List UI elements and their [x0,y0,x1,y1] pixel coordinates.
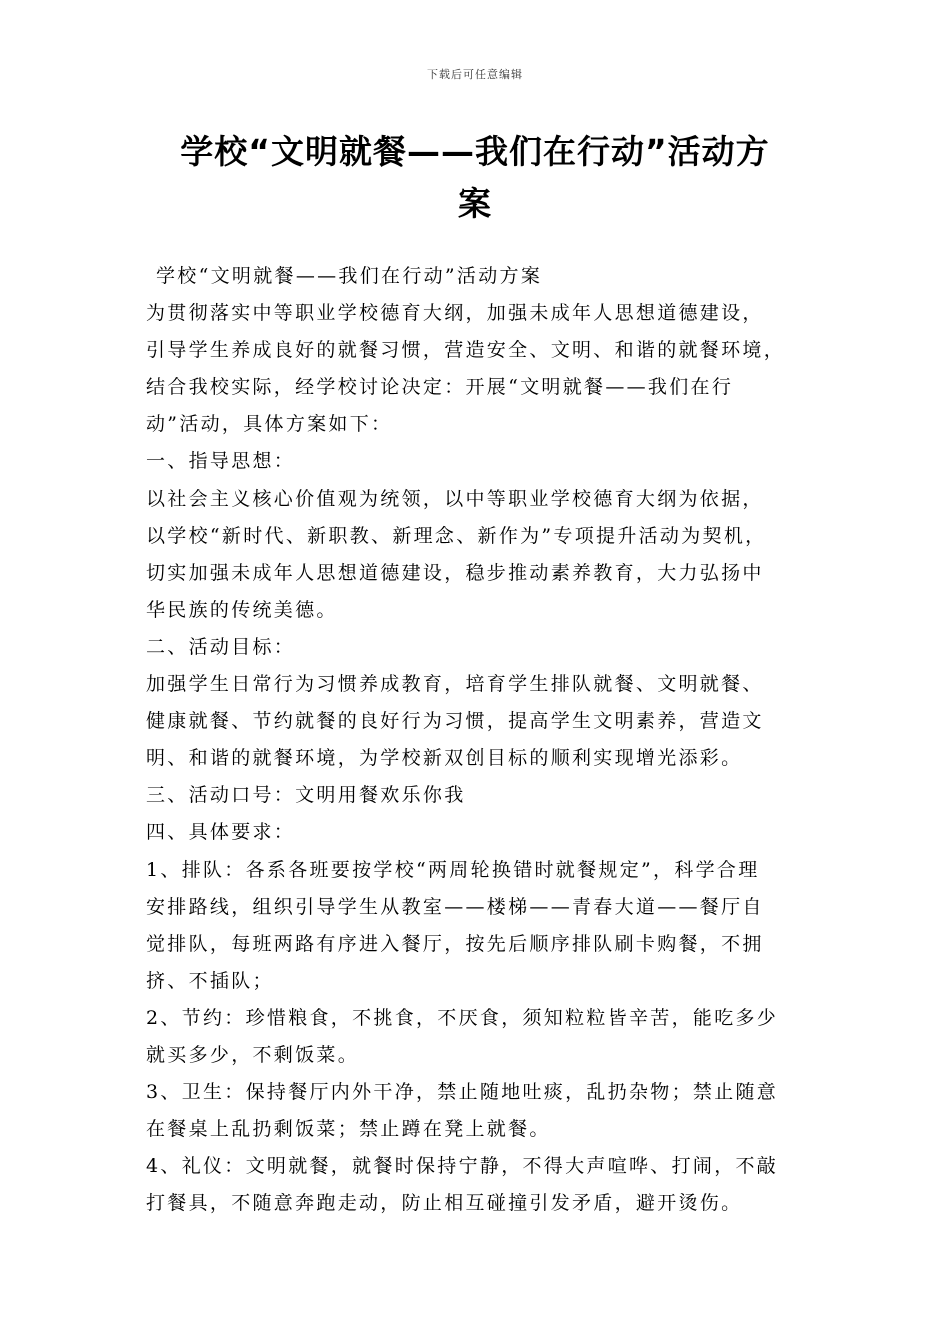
body-line: 3、卫生：保持餐厅内外干净，禁止随地吐痰，乱扔杂物；禁止随意 [146,1081,779,1104]
document-body [146,258,814,1222]
body-line: 在餐桌上乱扔剩饭菜；禁止蹲在凳上就餐。 [146,1118,551,1141]
body-line: 引导学生养成良好的就餐习惯，营造安全、文明、和谐的就餐环境， [146,339,786,362]
body-line: 明、和谐的就餐环境，为学校新双创目标的顺利实现增光添彩。 [146,747,743,770]
section-heading-guiding-thought: 一、指导思想： [146,450,296,473]
body-line: 2、节约：珍惜粮食，不挑食，不厌食，须知粒粒皆辛苦，能吃多少 [146,1006,779,1029]
body-line: 就买多少，不剩饭菜。 [146,1043,360,1066]
body-line: 华民族的传统美德。 [146,598,338,621]
body-line: 挤、不插队； [146,969,274,992]
section-heading-specific-requirements: 四、具体要求： [146,821,296,844]
body-line: 以社会主义核心价值观为统领，以中等职业学校德育大纲为依据， [146,487,764,510]
body-line: 觉排队，每班两路有序进入餐厅，按先后顺序排队刷卡购餐，不拥 [146,932,764,955]
body-line: 4、礼仪：文明就餐，就餐时保持宁静，不得大声喧哗、打闹，不敲 [146,1155,779,1178]
document-title [120,126,830,230]
page-header-note: 下载后可任意编辑 [427,68,523,81]
section-heading-activity-slogan: 三、活动口号：文明用餐欢乐你我 [146,784,466,807]
section-heading-activity-goals: 二、活动目标： [146,635,296,658]
body-line: 加强学生日常行为习惯养成教育，培育学生排队就餐、文明就餐、 [146,673,764,696]
body-line: 为贯彻落实中等职业学校德育大纲，加强未成年人思想道德建设， [146,302,764,325]
body-line: 打餐具，不随意奔跑走动，防止相互碰撞引发矛盾，避开烫伤。 [146,1192,743,1215]
subtitle-line: 学校“文明就餐——我们在行动”活动方案 [156,265,543,287]
body-line: 以学校“新时代、新职教、新理念、新作为”专项提升活动为契机， [146,524,767,547]
body-line: 安排路线，组织引导学生从教室——楼梯——青春大道——餐厅自 [146,895,764,918]
body-line: 健康就餐、节约就餐的良好行为习惯，提高学生文明素养，营造文 [146,710,764,733]
body-line: 1、排队：各系各班要按学校“两周轮换错时就餐规定”，科学合理 [146,858,760,881]
body-line: 切实加强未成年人思想道德建设，稳步推动素养教育，大力弘扬中 [146,561,764,584]
document-title-line-2: 案 [458,184,492,223]
body-line: 结合我校实际，经学校讨论决定：开展“文明就餐——我们在行 [146,376,734,399]
document-title-line-1: 学校“文明就餐——我们在行动”活动方 [180,132,770,171]
body-line: 动”活动，具体方案如下： [146,413,393,436]
